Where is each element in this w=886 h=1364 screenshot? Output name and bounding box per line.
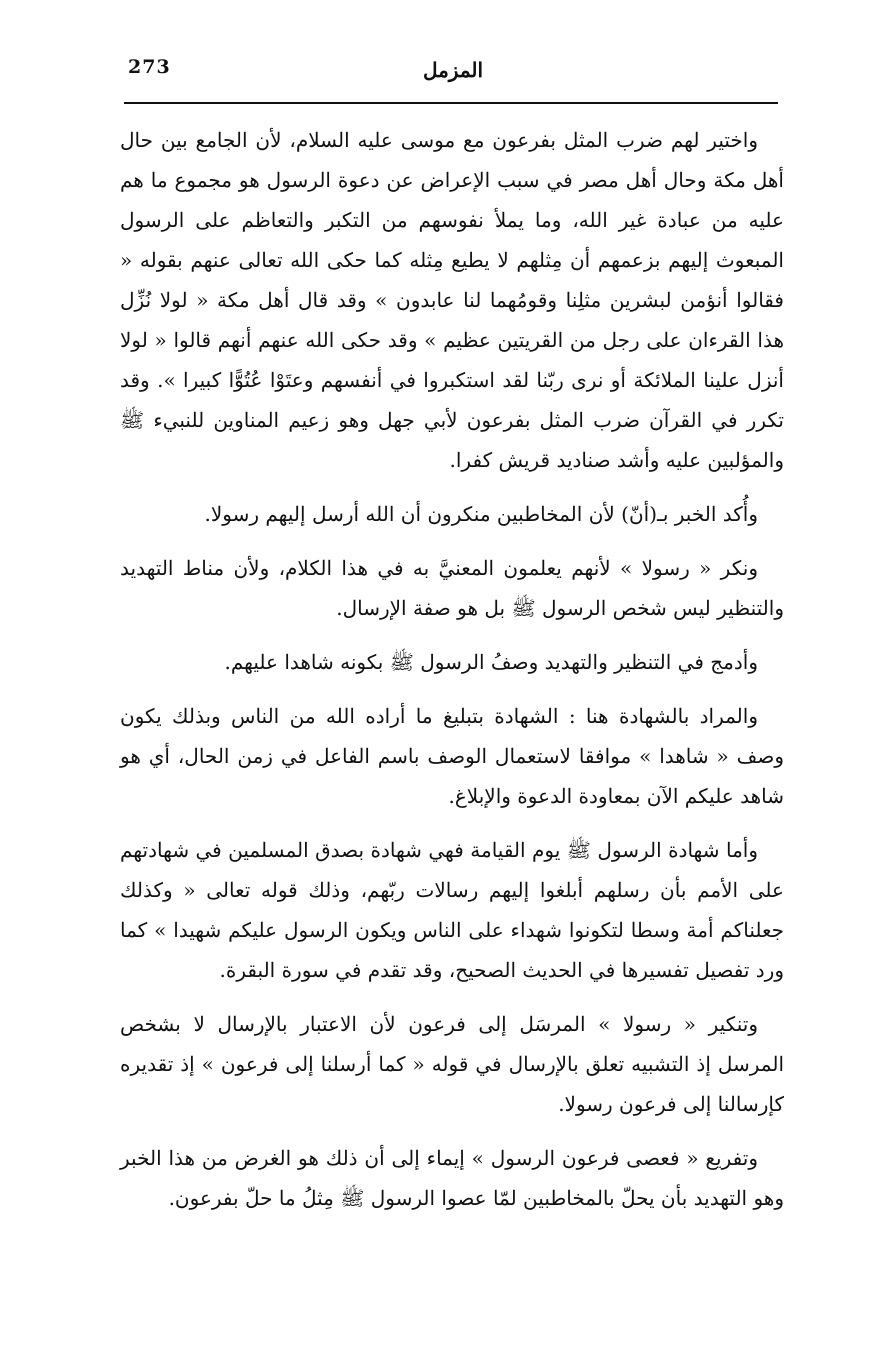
- body-text: [120, 120, 784, 1232]
- paragraph: وأُكد الخبر بـ(أنّ) لأن المخاطبين منكرون أن الله أرسل إليهم رسولا.: [204, 502, 758, 526]
- paragraph: وتفريع « فعصى فرعون الرسول » إيماء إلى أن ذلك هو الغرض من هذا الخبر وهو التهديد بأن يحلّ بالمخاطبين لمّا عصوا الرسول ﷺ مِثلُ ما حلّ بفرعون.: [120, 1146, 784, 1210]
- paragraph: والمراد بالشهادة هنا : الشهادة بتبليغ ما أراده الله من الناس وبذلك يكون وصف « شاهدا » موافقا لاستعمال الوصف باسم الفاعل في زمن الحال، أي هو شاهد عليكم الآن بمعاودة الدعوة والإبلاغ.: [120, 704, 784, 808]
- paragraph: وأما شهادة الرسول ﷺ يوم القيامة فهي شهادة بصدق المسلمين في شهادتهم على الأمم بأن رسلهم أبلغوا إليهم رسالات ربّهم، وذلك قوله تعالى « وكذلك جعلناكم أمة وسطا لتكونوا شهداء على الناس ويكون الرسول عليكم شهيدا » كما ورد تفصيل تفسيرها في الحديث الصحيح، وقد تقدم في سورة البقرة.: [120, 838, 784, 982]
- page-header: [128, 52, 778, 96]
- paragraph: ونكر « رسولا » لأنهم يعلمون المعنيَّ به في هذا الكلام، ولأن مناط التهديد والتنظير ليس شخص الرسول ﷺ بل هو صفة الإرسال.: [120, 556, 784, 620]
- header-rule: [124, 102, 778, 104]
- page-number: 273: [128, 56, 171, 78]
- paragraph: وتنكير « رسولا » المرسَل إلى فرعون لأن الاعتبار بالإرسال لا بشخص المرسل إذ التشبيه تعلق بالإرسال في قوله « كما أرسلنا إلى فرعون » إذ تقديره كإرسالنا إلى فرعون رسولا.: [120, 1012, 784, 1116]
- paragraph: واختير لهم ضرب المثل بفرعون مع موسى عليه السلام، لأن الجامع بين حال أهل مكة وحال أهل مصر في سبب الإعراض عن دعوة الرسول هو مجموع ما هم عليه من عبادة غير الله، وما يملأ نفوسهم من التكبر والتعاظم على الرسول المبعوث إليهم بزعمهم أن مِثلهم لا يطيع مِثله كما حكى الله تعالى عنهم بقوله « فقالوا أنؤمن لبشرين مثلِنا وقومُهما لنا عابدون » وقد قال أهل مكة « لولا نُزِّل هذا القرءان على رجل من القريتين عظيم » وقد حكى الله عنهم أنهم قالوا « لولا أنزل علينا الملائكة أو نرى ربّنا لقد استكبروا في أنفسهم وعتَوْا عُتُوًّا كبيرا ». وقد تكرر في القرآن ضرب المثل بفرعون لأبي جهل وهو زعيم المناوين للنبيء ﷺ والمؤلبين عليه وأشد صناديد قريش كفرا.: [120, 128, 784, 472]
- running-title: المزمل: [422, 58, 484, 82]
- paragraph: وأدمج في التنظير والتهديد وصفُ الرسول ﷺ بكونه شاهدا عليهم.: [224, 650, 758, 674]
